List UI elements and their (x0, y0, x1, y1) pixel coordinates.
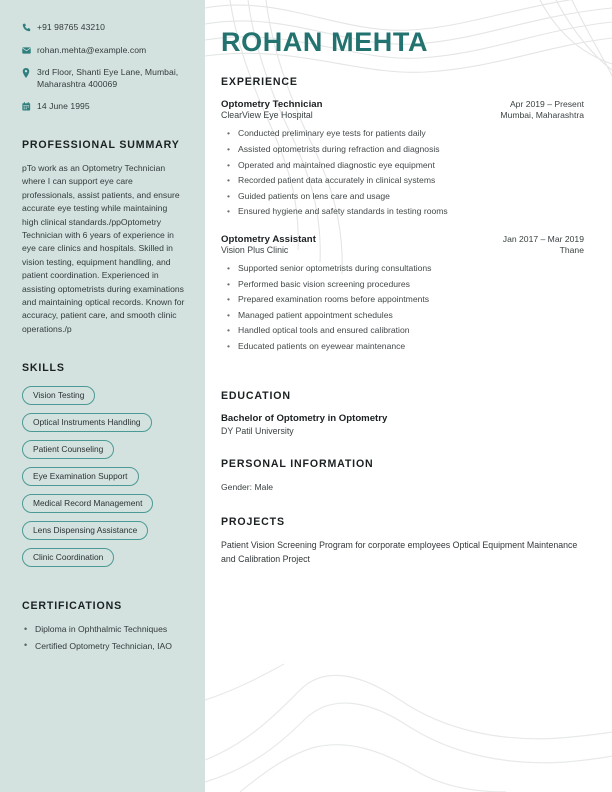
experience-title-row (221, 99, 584, 110)
section-heading-personal-information: PERSONAL INFORMATION (221, 458, 374, 471)
section-heading-experience: EXPERIENCE (221, 76, 298, 89)
job-bullet: • Operated and maintained diagnostic eye equipment (221, 158, 584, 174)
job-date-range: Apr 2019 – Present (509, 99, 584, 110)
certifications-list (22, 623, 191, 652)
phone-icon (22, 22, 37, 32)
contact-email-text: rohan.mehta@example.com (37, 44, 147, 55)
contact-address-text: 3rd Floor, Shanti Eye Lane, Mumbai, Maharashtra 400069 (37, 67, 179, 89)
spacer (221, 494, 584, 516)
section-heading-professional-summary: PROFESSIONAL SUMMARY (22, 138, 180, 151)
job-date-range: Jan 2017 – Mar 2019 (502, 233, 584, 244)
contact-phone-text: +91 98765 43210 (37, 22, 105, 32)
email-icon (22, 45, 37, 55)
contact-item-birthdate (22, 101, 191, 113)
skill-pill: Eye Examination Support (22, 467, 139, 487)
job-bullet: • Educated patients on eyewear maintenance (221, 339, 584, 355)
job-bullet: • Performed basic vision screening procedures (221, 277, 584, 293)
job-bullet: • Recorded patient data accurately in clinical systems (221, 173, 584, 189)
personal-information-gender: Gender: Male (221, 482, 274, 493)
projects-text: Patient Vision Screening Program for corporate employees Optical Equipment Maintenance and Calibration Project (221, 540, 578, 564)
contact-item-email (22, 45, 191, 57)
skill-pill: Clinic Coordination (22, 548, 114, 568)
job-location: Mumbai, Maharashtra (500, 110, 584, 121)
skill-pill: Medical Record Management (22, 494, 153, 514)
experience-company-row (221, 110, 584, 120)
experience-company-row (221, 245, 584, 255)
job-bullet: • Conducted preliminary eye tests for patients daily (221, 126, 584, 142)
job-bullet: • Prepared examination rooms before appointments (221, 292, 584, 308)
education-school: DY Patil University (221, 426, 294, 437)
job-location: Thane (559, 244, 584, 255)
contact-list (22, 22, 191, 113)
calendar-icon (22, 101, 37, 111)
job-bullet-list (221, 261, 584, 355)
section-heading-skills: SKILLS (22, 362, 65, 375)
spacer (221, 436, 584, 458)
contact-item-phone (22, 22, 191, 34)
skill-pill: Lens Dispensing Assistance (22, 521, 148, 541)
experience-entry (221, 234, 584, 355)
job-title: Optometry Assistant (221, 233, 316, 245)
page-title: ROHAN MEHTA (221, 27, 429, 57)
job-title: Optometry Technician (221, 99, 323, 111)
spacer (221, 368, 584, 390)
professional-summary-text: pTo work as an Optometry Technician where I can support eye care professionals, assist patients, and ensure accurate eye testing while maintaining high clinical standards./ppOptometry Technician with 6 years of experience in eye care clinics and hospitals. Skilled in vision testing, equipment handling, and patient coordination. Experienced in assisting optometrists during examinations and maintaining optical records. Known for accuracy, patient care, and smooth clinic operations./p (22, 162, 185, 334)
job-bullet-list (221, 126, 584, 220)
section-heading-projects: PROJECTS (221, 516, 285, 529)
section-heading-certifications: CERTIFICATIONS (22, 600, 122, 613)
skill-pill: Vision Testing (22, 386, 95, 406)
section-heading-education: EDUCATION (221, 390, 291, 403)
job-company: Vision Plus Clinic (221, 244, 289, 255)
job-bullet: • Handled optical tools and ensured calibration (221, 323, 584, 339)
skill-pill: Optical Instruments Handling (22, 413, 152, 433)
skill-pill: Patient Counseling (22, 440, 114, 460)
job-bullet: • Assisted optometrists during refraction and diagnosis (221, 142, 584, 158)
skills-list (22, 385, 191, 574)
education-entry (221, 413, 584, 436)
experience-entry (221, 99, 584, 220)
contact-birthdate-text: 14 June 1995 (37, 101, 90, 112)
job-bullet: • Ensured hygiene and safety standards in testing rooms (221, 204, 584, 220)
job-company: ClearView Eye Hospital (221, 110, 313, 121)
experience-title-row (221, 234, 584, 245)
certification-item: • Diploma in Ophthalmic Techniques (22, 623, 187, 635)
job-bullet: • Managed patient appointment schedules (221, 308, 584, 324)
education-degree: Bachelor of Optometry in Optometry (221, 413, 388, 425)
job-bullet: • Guided patients on lens care and usage (221, 189, 584, 205)
certification-item: • Certified Optometry Technician, IAO (22, 640, 187, 652)
job-bullet: • Supported senior optometrists during consultations (221, 261, 584, 277)
location-pin-icon (22, 67, 37, 78)
main-content (205, 0, 612, 792)
sidebar (0, 0, 205, 792)
contact-item-address (22, 67, 191, 90)
